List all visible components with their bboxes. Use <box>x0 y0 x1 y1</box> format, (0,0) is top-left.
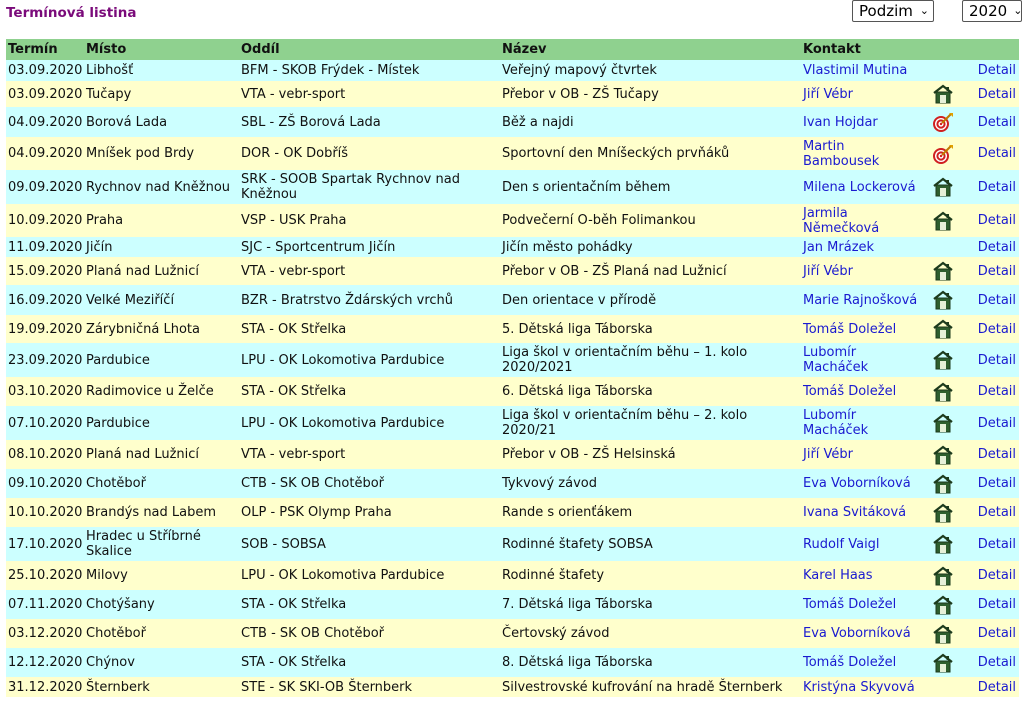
cell-club: VTA - vebr-sport <box>241 86 346 102</box>
event-type-cell <box>920 81 954 107</box>
house-icon <box>932 382 954 402</box>
contact-link[interactable]: Jan Mrázek <box>803 239 875 255</box>
cell-date: 12.12.2020 <box>8 655 83 670</box>
header-contact: Kontakt <box>801 39 1019 60</box>
detail-link[interactable]: Detail <box>977 263 1017 279</box>
table-row <box>6 377 1019 406</box>
cell-event-name: Přebor v OB - ZŠ Planá nad Lužnicí <box>502 263 727 279</box>
cell-place: Chotěboř <box>86 476 146 491</box>
house-icon <box>932 177 954 197</box>
table-row <box>6 498 1019 527</box>
contact-link[interactable]: Ivan Hojdar <box>803 114 878 130</box>
cell-event-name: Běž a najdi <box>502 114 574 130</box>
house-icon <box>932 350 954 370</box>
contact-link[interactable]: Milena Lockerová <box>803 179 916 195</box>
cell-date: 03.12.2020 <box>8 626 83 641</box>
cell-event-name: Čertovský závod <box>502 626 610 641</box>
cell-club: CTB - SK OB Chotěboř <box>241 476 384 491</box>
contact-link[interactable]: Eva Voborníková <box>803 476 911 491</box>
cell-event-name: Sportovní den Mníšeckých prvňáků <box>502 146 730 161</box>
contact-link[interactable]: Ivana Svitáková <box>803 505 907 520</box>
cell-place: Borová Lada <box>86 114 168 130</box>
cell-date: 04.09.2020 <box>8 114 83 130</box>
cell-place: Rychnov nad Kněžnou <box>86 179 231 195</box>
event-type-cell <box>920 257 954 285</box>
contact-link[interactable]: Tomáš Doležel <box>803 655 897 670</box>
detail-link[interactable]: Detail <box>977 626 1017 641</box>
cell-event-name: Tykvový závod <box>502 476 597 491</box>
cell-club: STA - OK Střelka <box>241 597 347 612</box>
table-row <box>6 527 1019 561</box>
event-type-cell <box>920 498 954 527</box>
contact-link[interactable]: Jiří Vébr <box>803 263 854 279</box>
table-row <box>6 81 1019 107</box>
table-row <box>6 170 1019 204</box>
detail-link[interactable]: Detail <box>977 146 1017 161</box>
cell-date: 16.09.2020 <box>8 292 83 308</box>
cell-club: VTA - vebr-sport <box>241 447 346 462</box>
cell-date: 07.10.2020 <box>8 415 83 431</box>
cell-club: VTA - vebr-sport <box>241 263 346 279</box>
table-row <box>6 561 1019 590</box>
cell-date: 19.09.2020 <box>8 321 83 337</box>
cell-place: Chýnov <box>86 655 135 670</box>
event-type-cell <box>920 60 954 81</box>
detail-link[interactable]: Detail <box>977 679 1017 695</box>
cell-date: 25.10.2020 <box>8 568 83 583</box>
event-type-cell <box>920 406 954 440</box>
house-icon <box>932 290 954 310</box>
event-type-cell <box>920 561 954 590</box>
house-icon <box>932 261 954 281</box>
cell-place: Chotýšany <box>86 597 155 612</box>
cell-place: Planá nad Lužnicí <box>86 263 200 279</box>
season-select-value: Podzim <box>859 2 913 20</box>
cell-place: Tučapy <box>86 86 132 102</box>
table-row <box>6 677 1019 697</box>
house-icon <box>932 211 954 231</box>
year-select-value: 2020 <box>969 2 1008 20</box>
cell-club: LPU - OK Lokomotiva Pardubice <box>241 415 445 431</box>
cell-place: Praha <box>86 213 124 228</box>
page-title: Termínová listina <box>6 5 137 21</box>
detail-link[interactable]: Detail <box>977 352 1017 368</box>
detail-link[interactable]: Detail <box>977 63 1017 78</box>
detail-link[interactable]: Detail <box>977 505 1017 520</box>
contact-link[interactable]: Jarmila Němečková <box>803 205 880 236</box>
house-icon <box>932 413 954 433</box>
contact-link[interactable]: Kristýna Skyvová <box>803 679 915 695</box>
event-type-cell <box>920 677 954 697</box>
cell-club: BZR - Bratrstvo Ždárských vrchů <box>241 292 454 308</box>
event-type-cell <box>920 170 954 204</box>
contact-link[interactable]: Rudolf Vaigl <box>803 536 880 552</box>
cell-date: 10.10.2020 <box>8 505 83 520</box>
house-icon <box>932 84 954 104</box>
cell-event-name: Den orientace v přírodě <box>502 292 657 308</box>
cell-place: Chotěboř <box>86 626 146 641</box>
cell-event-name: Rodinné štafety <box>502 568 605 583</box>
table-row <box>6 257 1019 285</box>
header-club: Oddíl <box>239 39 500 60</box>
contact-link[interactable]: Jiří Vébr <box>803 86 854 102</box>
table-row <box>6 406 1019 440</box>
detail-link[interactable]: Detail <box>977 597 1017 612</box>
table-row <box>6 237 1019 257</box>
detail-link[interactable]: Detail <box>977 568 1017 583</box>
event-type-cell <box>920 237 954 257</box>
cell-place: Brandýs nad Labem <box>86 505 217 520</box>
cell-place: Hradec u Stříbrné Skalice <box>86 529 201 559</box>
header-date: Termín <box>6 39 84 60</box>
contact-link[interactable]: Martin Bambousek <box>803 138 880 169</box>
detail-link[interactable]: Detail <box>977 179 1017 195</box>
cell-club: CTB - SK OB Chotěboř <box>241 626 384 641</box>
cell-event-name: Silvestrovské kufrování na hradě Šternberk <box>502 679 783 695</box>
cell-place: Libhošť <box>86 63 134 78</box>
detail-link[interactable]: Detail <box>977 213 1017 228</box>
cell-date: 07.11.2020 <box>8 597 83 612</box>
cell-club: SBL - ZŠ Borová Lada <box>241 114 381 130</box>
cell-club: BFM - SKOB Frýdek - Místek <box>241 63 420 78</box>
event-type-cell <box>920 648 954 677</box>
contact-link[interactable]: Eva Voborníková <box>803 626 911 641</box>
house-icon <box>932 503 954 523</box>
year-select[interactable] <box>962 0 1022 22</box>
cell-club: STA - OK Střelka <box>241 655 347 670</box>
contact-link[interactable]: Marie Rajnošková <box>803 292 918 308</box>
contact-link[interactable]: Vlastimil Mutina <box>803 63 908 78</box>
cell-date: 03.09.2020 <box>8 63 83 78</box>
chevron-down-icon: ⌄ <box>1013 4 1023 17</box>
event-type-cell <box>920 285 954 315</box>
cell-club: LPU - OK Lokomotiva Pardubice <box>241 568 445 583</box>
house-icon <box>932 474 954 494</box>
header-place: Místo <box>84 39 239 60</box>
detail-link[interactable]: Detail <box>977 415 1017 431</box>
table-row <box>6 648 1019 677</box>
cell-place: Mníšek pod Brdy <box>86 146 195 161</box>
event-type-cell <box>920 315 954 343</box>
cell-event-name: 7. Dětská liga Táborska <box>502 597 653 612</box>
cell-club: STA - OK Střelka <box>241 384 347 399</box>
cell-club: SOB - SOBSA <box>241 536 326 552</box>
event-type-cell <box>920 204 954 237</box>
table-row <box>6 107 1019 137</box>
cell-event-name: Rande s orienťákem <box>502 505 633 520</box>
cell-date: 15.09.2020 <box>8 263 83 279</box>
table-row <box>6 343 1019 377</box>
chevron-down-icon: ⌄ <box>919 4 929 17</box>
cell-place: Pardubice <box>86 415 150 431</box>
cell-date: 11.09.2020 <box>8 239 83 255</box>
detail-link[interactable]: Detail <box>977 655 1017 670</box>
table-row <box>6 137 1019 170</box>
cell-place: Planá nad Lužnicí <box>86 447 200 462</box>
house-icon <box>932 534 954 554</box>
cell-date: 03.09.2020 <box>8 86 83 102</box>
event-type-cell <box>920 107 954 137</box>
cell-club: VSP - USK Praha <box>241 213 347 228</box>
contact-link[interactable]: Lubomír Macháček <box>803 408 869 438</box>
cell-club: DOR - OK Dobříš <box>241 146 349 161</box>
detail-link[interactable]: Detail <box>977 536 1017 552</box>
target-icon <box>932 112 954 132</box>
cell-event-name: 6. Dětská liga Táborska <box>502 384 653 399</box>
cell-club: STA - OK Střelka <box>241 321 347 337</box>
contact-link[interactable]: Lubomír Macháček <box>803 345 869 375</box>
cell-club: SJC - Sportcentrum Jičín <box>241 239 396 255</box>
detail-link[interactable]: Detail <box>977 292 1017 308</box>
table-header-row <box>6 39 1019 60</box>
detail-link[interactable]: Detail <box>977 321 1017 337</box>
house-icon <box>932 624 954 644</box>
cell-place: Jičín <box>86 239 113 255</box>
season-select[interactable] <box>852 0 934 22</box>
cell-place: Velké Meziříčí <box>86 292 175 308</box>
cell-event-name: Přebor v OB - ZŠ Helsinská <box>502 447 676 462</box>
cell-event-name: Veřejný mapový čtvrtek <box>502 63 657 78</box>
contact-link[interactable]: Jiří Vébr <box>803 447 854 462</box>
event-type-cell <box>920 527 954 561</box>
cell-date: 03.10.2020 <box>8 384 83 399</box>
event-type-cell <box>920 137 954 170</box>
cell-club: OLP - PSK Olymp Praha <box>241 505 392 520</box>
cell-event-name: Rodinné štafety SOBSA <box>502 536 653 552</box>
cell-date: 23.09.2020 <box>8 352 83 368</box>
table-row <box>6 590 1019 619</box>
cell-event-name: 5. Dětská liga Táborska <box>502 321 653 337</box>
table-row <box>6 440 1019 469</box>
cell-date: 08.10.2020 <box>8 447 83 462</box>
cell-club: SRK - SOOB Spartak Rychnov nad Kněžnou <box>241 172 460 202</box>
event-type-cell <box>920 440 954 469</box>
table-row <box>6 315 1019 343</box>
cell-event-name: Jičín město pohádky <box>502 239 633 255</box>
cell-club: LPU - OK Lokomotiva Pardubice <box>241 352 445 368</box>
cell-event-name: Liga škol v orientačním běhu – 2. kolo 2020/21 <box>502 408 748 438</box>
event-type-cell <box>920 377 954 406</box>
table-row <box>6 285 1019 315</box>
house-icon <box>932 653 954 673</box>
detail-link[interactable]: Detail <box>977 384 1017 399</box>
house-icon <box>932 595 954 615</box>
detail-link[interactable]: Detail <box>977 239 1017 255</box>
house-icon <box>932 319 954 339</box>
cell-date: 09.09.2020 <box>8 179 83 195</box>
cell-event-name: Podvečerní O-běh Folimankou <box>502 213 696 228</box>
cell-date: 31.12.2020 <box>8 679 83 695</box>
table-row <box>6 469 1019 498</box>
contact-link[interactable]: Karel Haas <box>803 568 873 583</box>
cell-date: 09.10.2020 <box>8 476 83 491</box>
table-row <box>6 204 1019 237</box>
cell-place: Milovy <box>86 568 128 583</box>
contact-link[interactable]: Tomáš Doležel <box>803 321 897 337</box>
cell-event-name: Přebor v OB - ZŠ Tučapy <box>502 86 659 102</box>
event-type-cell <box>920 343 954 377</box>
event-type-cell <box>920 469 954 498</box>
header-name: Název <box>500 39 801 60</box>
event-type-cell <box>920 590 954 619</box>
cell-place: Zárybničná Lhota <box>86 321 200 337</box>
cell-place: Pardubice <box>86 352 150 368</box>
cell-event-name: Liga škol v orientačním běhu – 1. kolo 2020/2021 <box>502 345 748 375</box>
detail-link[interactable]: Detail <box>977 114 1017 130</box>
contact-link[interactable]: Tomáš Doležel <box>803 597 897 612</box>
cell-date: 04.09.2020 <box>8 146 83 161</box>
event-type-cell <box>920 619 954 648</box>
cell-date: 17.10.2020 <box>8 536 83 552</box>
cell-club: STE - SK SKI-OB Šternberk <box>241 679 413 695</box>
cell-place: Radimovice u Želče <box>86 384 214 399</box>
cell-date: 10.09.2020 <box>8 213 83 228</box>
target-icon <box>932 144 954 164</box>
cell-event-name: Den s orientačním během <box>502 179 671 195</box>
house-icon <box>932 566 954 586</box>
events-table <box>6 39 1019 697</box>
house-icon <box>932 445 954 465</box>
cell-place: Šternberk <box>86 679 150 695</box>
table-row <box>6 619 1019 648</box>
detail-link[interactable]: Detail <box>977 86 1017 102</box>
detail-link[interactable]: Detail <box>977 476 1017 491</box>
table-row <box>6 60 1019 81</box>
detail-link[interactable]: Detail <box>977 447 1017 462</box>
contact-link[interactable]: Tomáš Doležel <box>803 384 897 399</box>
cell-event-name: 8. Dětská liga Táborska <box>502 655 653 670</box>
